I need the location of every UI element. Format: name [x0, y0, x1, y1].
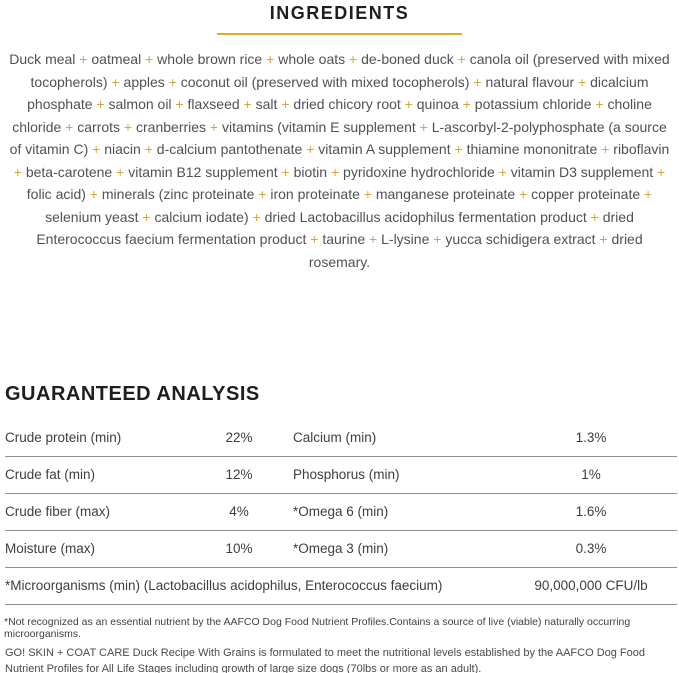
ingredient-item: natural flavour — [485, 73, 575, 90]
plus-separator: + — [469, 73, 486, 90]
ingredients-section — [0, 0, 679, 273]
plus-separator: + — [515, 186, 532, 202]
ingredient-item: selenium yeast — [45, 208, 139, 225]
ingredient-item: oatmeal — [91, 51, 142, 67]
ingredient-item: thiamine mononitrate — [466, 141, 598, 157]
plus-separator: + — [400, 96, 417, 112]
analysis-label-right: *Omega 6 (min) — [293, 494, 505, 531]
ingredient-item: Duck meal — [9, 51, 76, 67]
plus-separator: + — [277, 96, 294, 112]
ingredient-item: choline chloride — [12, 96, 652, 135]
ingredient-item: de-boned duck — [361, 51, 454, 67]
plus-separator: + — [254, 186, 271, 202]
ingredient-item: riboflavin — [613, 141, 670, 157]
plus-separator: + — [640, 186, 653, 202]
plus-separator: + — [171, 96, 188, 112]
microorganisms-label: *Microorganisms (min) (Lactobacillus acidophilus, Enterococcus faecium) — [5, 568, 505, 605]
guaranteed-analysis-table — [5, 420, 677, 605]
plus-separator: + — [13, 163, 26, 180]
plus-separator: + — [306, 231, 323, 247]
plus-separator: + — [415, 118, 432, 135]
analysis-label-right: Calcium (min) — [293, 420, 505, 457]
analysis-label-left: Crude fat (min) — [5, 457, 185, 494]
analysis-value-right: 1.6% — [505, 494, 677, 531]
ingredient-item: vitamin D3 supplement — [510, 163, 654, 180]
ingredient-item: folic acid) — [26, 186, 86, 202]
analysis-label-left: Moisture (max) — [5, 531, 185, 568]
ingredient-item: taurine — [322, 231, 366, 247]
plus-separator: + — [140, 141, 157, 157]
ingredient-item: niacin — [104, 141, 141, 157]
analysis-value-left: 4% — [185, 494, 293, 531]
plus-separator: + — [92, 96, 109, 112]
ingredient-item: d-calcium pantothenate — [156, 141, 303, 157]
plus-separator: + — [595, 231, 612, 247]
ingredient-item: flaxseed — [187, 96, 240, 112]
analysis-value-right: 1% — [505, 457, 677, 494]
ingredient-item: apples — [123, 73, 165, 90]
analysis-value-left: 10% — [185, 531, 293, 568]
ingredient-item: salt — [255, 96, 278, 112]
plus-separator: + — [574, 73, 591, 90]
guaranteed-analysis-section — [5, 383, 677, 605]
plus-separator: + — [206, 118, 223, 135]
ingredient-item: cranberries — [136, 118, 207, 135]
plus-separator: + — [653, 163, 666, 180]
plus-separator: + — [586, 208, 603, 225]
ingredients-heading: INGREDIENTS — [269, 3, 410, 23]
plus-separator: + — [429, 231, 446, 247]
plus-separator: + — [453, 51, 470, 67]
asterisk-footnote: *Not recognized as an essential nutrient by the AAFCO Dog Food Nutrient Profiles.Contains a source of live (viable) naturally occurring microorganisms. — [4, 616, 631, 640]
ingredient-item: pyridoxine hydrochloride — [343, 163, 495, 180]
plus-separator: + — [112, 163, 129, 180]
plus-separator: + — [141, 51, 158, 67]
plus-separator: + — [138, 208, 155, 225]
ingredient-item: biotin — [293, 163, 328, 180]
ingredient-item: L-lysine — [381, 231, 430, 247]
ingredient-item: L-ascorbyl-2-polyphosphate (a source of vitamin C) — [9, 118, 667, 157]
plus-separator: + — [262, 51, 279, 67]
analysis-row — [5, 494, 677, 531]
plus-separator: + — [359, 186, 376, 202]
plus-separator: + — [239, 96, 256, 112]
ingredient-item: dried rosemary. — [308, 231, 643, 270]
gold-divider — [217, 33, 462, 35]
ingredients-list — [6, 48, 674, 273]
plus-separator: + — [61, 118, 78, 135]
ingredient-item: carrots — [77, 118, 121, 135]
ingredient-item: dried chicory root — [293, 96, 401, 112]
ingredient-item: calcium iodate) — [154, 208, 249, 225]
plus-separator: + — [302, 141, 319, 157]
analysis-label-left: Crude protein (min) — [5, 420, 185, 457]
plus-separator: + — [120, 118, 137, 135]
analysis-value-left: 12% — [185, 457, 293, 494]
plus-separator: + — [85, 186, 102, 202]
plus-separator: + — [494, 163, 511, 180]
ingredient-item: copper proteinate — [531, 186, 641, 202]
ingredient-item: quinoa — [416, 96, 459, 112]
ingredient-item: coconut oil (preserved with mixed tocopherols) — [180, 73, 470, 90]
guaranteed-analysis-heading: GUARANTEED ANALYSIS — [5, 383, 260, 405]
analysis-label-right: *Omega 3 (min) — [293, 531, 505, 568]
ingredient-item: beta-carotene — [25, 163, 113, 180]
ingredient-item: dicalcium phosphate — [27, 73, 649, 112]
ingredient-item: minerals (zinc proteinate — [101, 186, 255, 202]
plus-separator: + — [277, 163, 294, 180]
analysis-value-right: 0.3% — [505, 531, 677, 568]
plus-separator: + — [164, 73, 181, 90]
ingredient-item: yucca schidigera extract — [445, 231, 596, 247]
plus-separator: + — [597, 141, 614, 157]
ingredient-item: vitamin B12 supplement — [128, 163, 278, 180]
ingredient-item: canola oil (preserved with mixed tocopherols) — [30, 51, 670, 90]
ingredient-item: potassium chloride — [474, 96, 592, 112]
ingredient-item: iron proteinate — [270, 186, 360, 202]
plus-separator: + — [327, 163, 344, 180]
ingredient-item: dried Lactobacillus acidophilus fermentation product — [264, 208, 587, 225]
ingredient-item: salmon oil — [108, 96, 172, 112]
ingredient-item: vitamins (vitamin E supplement — [222, 118, 416, 135]
plus-separator: + — [107, 73, 124, 90]
plus-separator: + — [365, 231, 382, 247]
plus-separator: + — [345, 51, 362, 67]
plus-separator: + — [458, 96, 475, 112]
analysis-label-right: Phosphorus (min) — [293, 457, 505, 494]
plus-separator: + — [88, 141, 105, 157]
aafco-statement: GO! SKIN + COAT CARE Duck Recipe With Grains is formulated to meet the nutritional levels established by the AAFCO Dog Food Nutrient Profiles for All Life Stages including growth of large size dogs (70lbs or more as an adult). — [5, 647, 645, 673]
ingredient-item: whole brown rice — [157, 51, 263, 67]
plus-separator: + — [248, 208, 265, 225]
plus-separator: + — [450, 141, 467, 157]
analysis-row-microorganisms — [5, 568, 677, 605]
analysis-value-left: 22% — [185, 420, 293, 457]
plus-separator: + — [75, 51, 92, 67]
ingredient-item: vitamin A supplement — [318, 141, 451, 157]
analysis-value-right: 1.3% — [505, 420, 677, 457]
analysis-label-left: Crude fiber (max) — [5, 494, 185, 531]
analysis-row — [5, 531, 677, 568]
ingredient-item: manganese proteinate — [375, 186, 516, 202]
ingredient-item: whole oats — [278, 51, 346, 67]
analysis-row — [5, 420, 677, 457]
analysis-row — [5, 457, 677, 494]
ingredient-item: dried Enterococcus faecium fermentation product — [36, 208, 634, 247]
microorganisms-value: 90,000,000 CFU/lb — [505, 568, 677, 605]
plus-separator: + — [591, 96, 608, 112]
